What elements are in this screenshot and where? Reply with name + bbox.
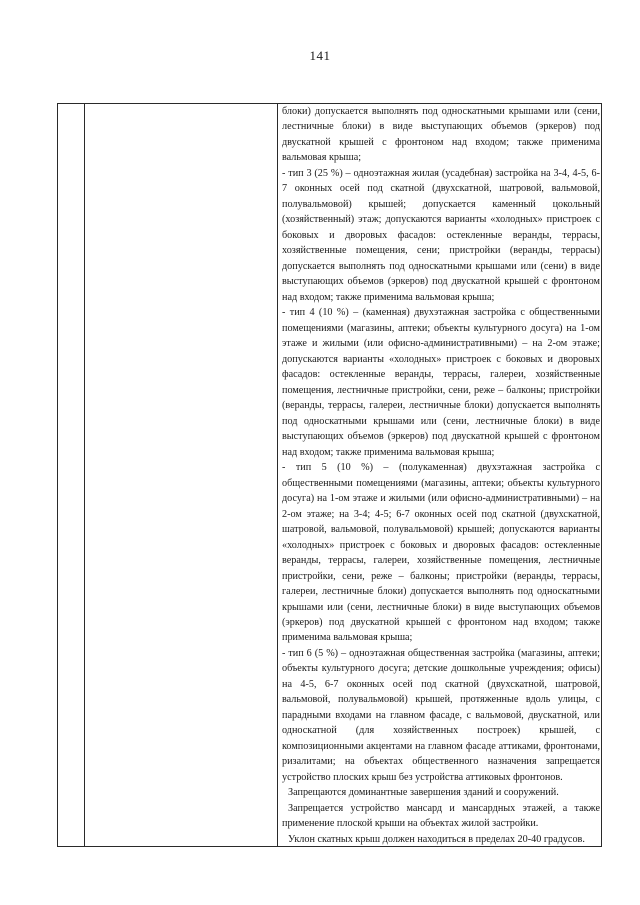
- paragraph-type-5: - тип 5 (10 %) – (полукаменная) двухэтажная застройка с общественными помещениями (магазины, аптеки; объекты культурного досуга) на 1-ом этаже и жилыми (или офисно-административными) – на 2-ом этаже; на 3-4; 4-5; 6-7 оконных осей под скатной (двухскатной, шатровой, вальмовой, полувальмовой) крышей; допускаются варианты «холодных» пристроек с боковых и дворовых фасадов: остекленные веранды, террасы, галереи, хозяйственные помещения, лестничные пристройки, сени, реже – балконы; пристройки (веранды, террасы, галереи, лестничные блоки) допускается выполнять под односкатными крышами или (сени, лестничные блоки) в виде выступающих объемов (эркеров) под двускатной крышей с фронтоном над входом; также применима вальмовая крыша;: [282, 462, 600, 644]
- paragraph-type-4: - тип 4 (10 %) – (каменная) двухэтажная застройка с общественными помещениями (магазины, аптеки; объекты культурного досуга) на 1-ом этаже и жилыми (или офисно-административными) – на 2-ом этаже; допускаются варианты «холодных» пристроек с боковых и дворовых фасадов: остекленные веранды, террасы, галереи, хозяйственные помещения, лестничные пристройки, сени, реже – балконы; пристройки (веранды, террасы, галереи, лестничные блоки) допускается выполнять под односкатными крышами или (сени, лестничные блоки) в виде выступающих объемов (эркеров) под двускатной крышей с фронтоном над входом; также применима вальмовая крыша;: [282, 307, 600, 458]
- column-divider-1: [84, 104, 85, 846]
- page-number: 141: [309, 48, 331, 63]
- paragraph-dominants: Запрещаются доминантные завершения зданий и сооружений.: [288, 787, 559, 799]
- table-cell-text: [282, 104, 600, 847]
- paragraph-roof-slope: Уклон скатных крыш должен находиться в пределах 20-40 градусов.: [288, 833, 585, 845]
- paragraph-continuation: блоки) допускается выполнять под односкатными крышами или (сени, лестничные блоки) в виде выступающих объемов (эркеров) под двускатной крышей с фронтоном над входом; также применима вальмовая крыша;: [282, 106, 600, 164]
- paragraph-type-6: - тип 6 (5 %) – одноэтажная общественная застройка (магазины, аптеки; объекты культурного досуга; детские дошкольные учреждения; офисы) на 4-5, 6-7 оконных осей под скатной (двухскатной, шатровой, вальмовой, полувальмовой) крышей, протяженные вдоль улицы, с парадными входами на главном фасаде, с вальмовой, двускатной, или односкатной (для хозяйственных построек) крышей, с композиционными акцентами на главном фасаде аттиками, фронтонами, ризалитами; на объектах общественного назначения запрещается устройство плоских крыш без устройства аттиковых фронтонов.: [282, 647, 600, 783]
- column-divider-2: [277, 104, 278, 846]
- regulation-table: [57, 103, 602, 847]
- paragraph-mansards: Запрещается устройство мансард и мансардных этажей, а также применение плоской крыши на объектах жилой застройки.: [282, 802, 600, 830]
- paragraph-type-3: - тип 3 (25 %) – одноэтажная жилая (усадебная) застройка на 3-4, 4-5, 6-7 оконных осей под скатной (двухскатной, шатровой, вальмовой, полувальмовой) крышей; допускается каменный цокольный (хозяйственный) этаж; допускаются варианты «холодных» пристроек с боковых и дворовых фасадов: остекленные веранды, террасы, хозяйственные помещения, сени; пристройки (веранды, террасы) допускается выполнять под односкатными крышами или (сени) в виде выступающих объемов (эркеров) под двускатной крышей с фронтоном над входом; также применима вальмовая крыша;: [282, 167, 600, 303]
